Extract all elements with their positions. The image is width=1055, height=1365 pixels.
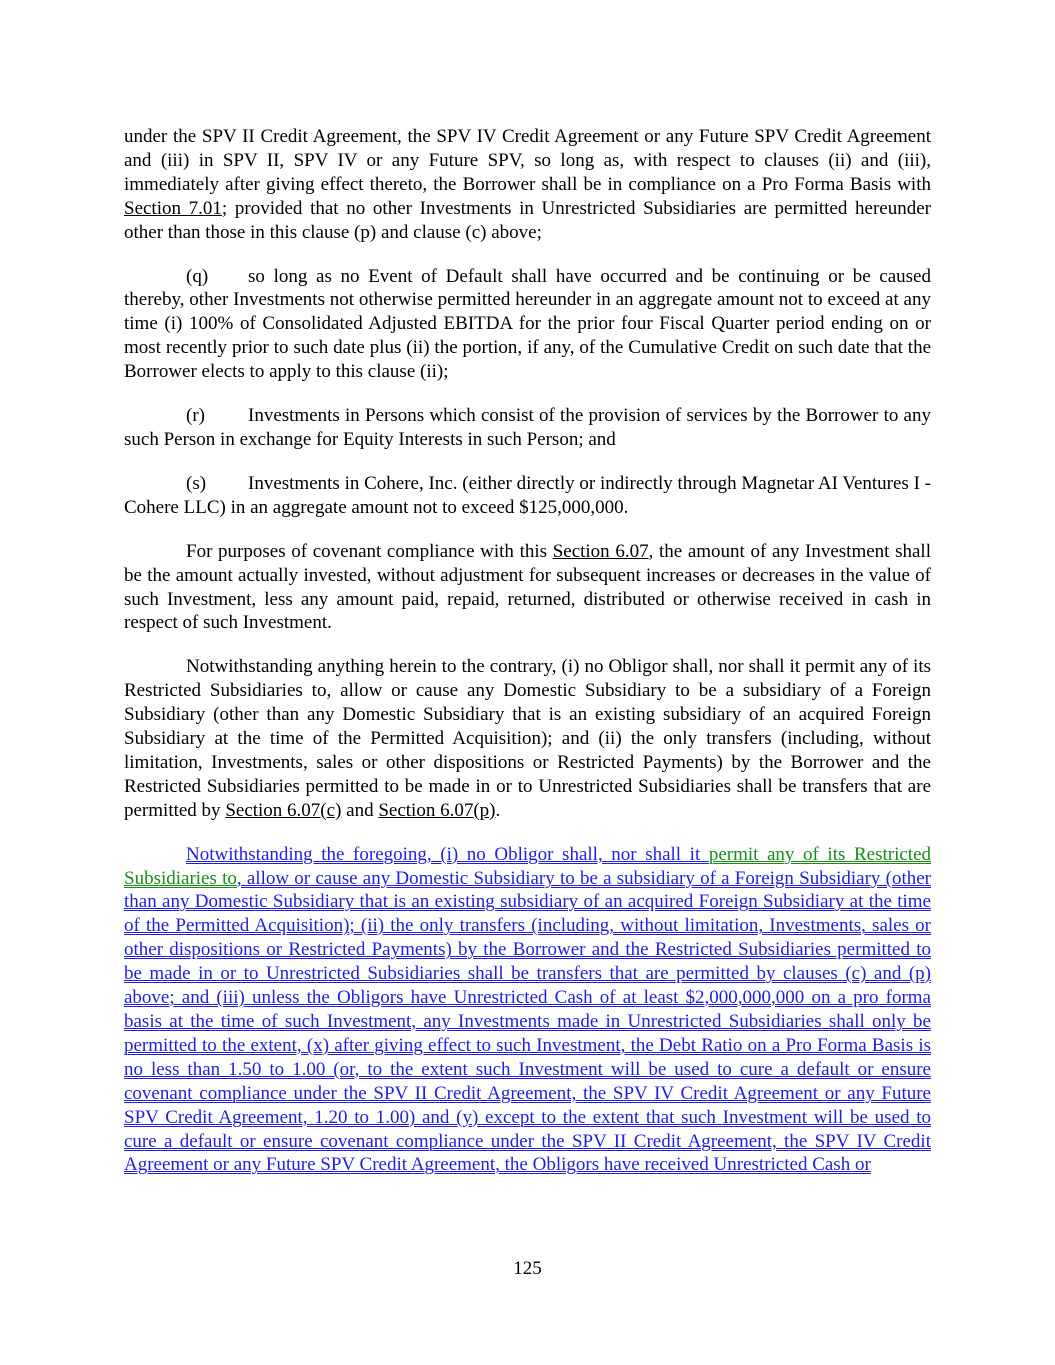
paragraph-clause-r: [124, 404, 931, 452]
clause-label: (r): [186, 405, 205, 427]
paragraph-text: .: [495, 799, 501, 821]
paragraph-clause-q: [124, 265, 931, 385]
section-reference: Section 6.07(c): [225, 799, 342, 821]
paragraph-text: Notwithstanding anything herein to the contrary, (i) no Obligor shall, nor shall it permit any of its Restricted Subsidiaries to, allow or cause any Domestic Subsidiary to be a subsidiary of a Foreign Subsidiary (other than any Domestic Subsidiary that is an existing subsidiary of an acquired Foreign Subsidiary at the time of the Permitted Acquisition); and (ii) the only transfers (including, without limitation, Investments, sales or other dispositions or Restricted Payments) by the Borrower and the Restricted Subsidiaries permitted to be made in or to Unrestricted Subsidiaries shall be transfers that are permitted by: [124, 656, 931, 821]
paragraph-text: and: [341, 799, 379, 821]
section-reference: Section 7.01: [124, 197, 222, 219]
moved-text: permit any of its Restricted Subsidiaries to: [124, 843, 931, 889]
clause-label: (q): [186, 265, 209, 287]
page-number: 125: [513, 1258, 542, 1279]
clause-text: so long as no Event of Default shall have occurred and be continuing or be caused thereby, other Investments not otherwise permitted hereunder in an aggregate amount not to exceed at any time (i) 100% of Consolidated Adjusted EBITDA for the prior four Fiscal Quarter period ending on or most recently prior to such date plus (ii) the portion, if any, of the Cumulative Credit on such date that the Borrower elects to apply to this clause (ii);: [124, 265, 931, 383]
paragraph-text: , the amount of any Investment shall be the amount actually invested, without adjustment for subsequent increases or decreases in the value of such Investment, less any amount paid, repaid, returned, distributed or otherwise received in cash in respect of such Investment.: [124, 540, 931, 634]
clause-label: (s): [186, 472, 207, 494]
section-reference: Section 6.07: [552, 540, 649, 562]
paragraph-clause-s: [124, 472, 931, 520]
paragraph-text: ; provided that no other Investments in Unrestricted Subsidiaries are permitted hereunder other than those in this clause (p) and clause (c) above;: [124, 197, 931, 243]
paragraph-notwithstanding: [124, 655, 931, 822]
inserted-text: Notwithstanding the foregoing, (i) no Obligor shall, nor shall it: [186, 843, 709, 865]
paragraph-inserted-amendment: [124, 843, 931, 1178]
paragraph-text: For purposes of covenant compliance with this: [186, 540, 553, 562]
inserted-text: , allow or cause any Domestic Subsidiary to be a subsidiary of a Foreign Subsidiary (other than any Domestic Subsidiary that is an existing subsidiary of an acquired Foreign Subsidiary at the time of the Permitted Acquisition); (ii) the only transfers (including, without limitation, Investments, sales or other dispositions or Restricted Payments) by the Borrower and the Restricted Subsidiaries permitted to be made in or to Unrestricted Subsidiaries shall be transfers that are permitted by clauses (c) and (p) above; and (iii) unless the Obligors have Unrestricted Cash of at least $2,000,000,000 on a pro forma basis at the time of such Investment, any Investments made in Unrestricted Subsidiaries shall only be permitted to the extent, (x) after giving effect to such Investment, the Debt Ratio on a Pro Forma Basis is no less than 1.50 to 1.00 (or, to the extent such Investment will be used to cure a default or ensure covenant compliance under the SPV II Credit Agreement, the SPV IV Credit Agreement or any Future SPV Credit Agreement, 1.20 to 1.00) and (y) except to the extent that such Investment will be used to cure a default or ensure covenant compliance under the SPV II Credit Agreement, the SPV IV Credit Agreement or any Future SPV Credit Agreement, the Obligors have received Unrestricted Cash or: [124, 867, 931, 1176]
section-reference: Section 6.07(p): [378, 799, 496, 821]
document-body: [124, 125, 931, 1197]
paragraph-covenant-compliance: [124, 540, 931, 636]
paragraph-text: under the SPV II Credit Agreement, the SPV IV Credit Agreement or any Future SPV Credit Agreement and (iii) in SPV II, SPV IV or any Future SPV, so long as, with respect to clauses (ii) and (iii), immediately after giving effect thereto, the Borrower shall be in compliance on a Pro Forma Basis with: [124, 126, 931, 195]
clause-text: Investments in Persons which consist of the provision of services by the Borrower to any such Person in exchange for Equity Interests in such Person; and: [124, 405, 931, 450]
paragraph-clause-p-continuation: [124, 125, 931, 245]
clause-text: Investments in Cohere, Inc. (either directly or indirectly through Magnetar AI Ventures I - Cohere LLC) in an aggregate amount not to exceed $125,000,000.: [124, 472, 931, 518]
